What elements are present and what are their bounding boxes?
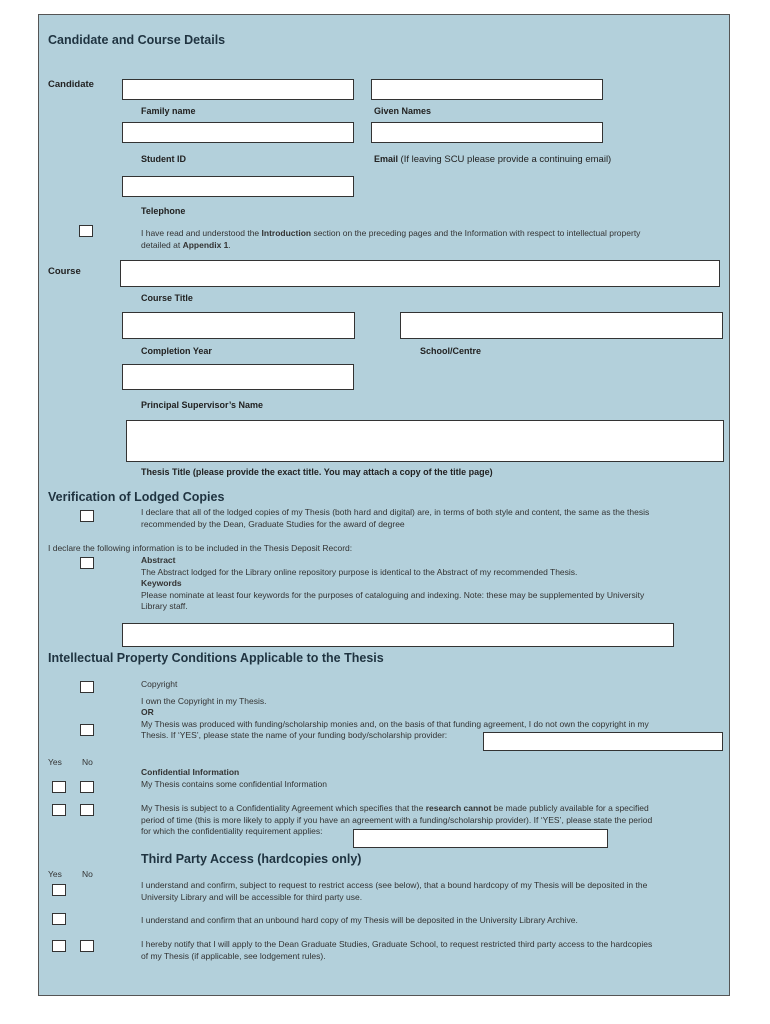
section-title-ip: Intellectual Property Conditions Applicable to the Thesis: [48, 651, 384, 665]
section-title-third-party: Third Party Access (hardcopies only): [141, 852, 362, 866]
keywords-line-2: Library staff.: [141, 601, 188, 611]
lodged-copies-checkbox[interactable]: [80, 510, 94, 522]
intro-text-end: .: [228, 239, 231, 250]
given-names-input[interactable]: [371, 79, 603, 100]
confidential-block: [141, 767, 721, 790]
confidentiality-period-input[interactable]: [353, 829, 608, 848]
section-title-candidate: Candidate and Course Details: [48, 33, 226, 47]
restrict-line-1: I hereby notify that I will apply to the Dean Graduate Studies, Graduate School, to request restricted third party access to the hardcopies: [141, 939, 653, 949]
bound-copy-checkbox[interactable]: [52, 884, 66, 896]
email-label-row: [374, 154, 611, 165]
completion-year-input[interactable]: [122, 312, 355, 339]
own-copyright-checkbox[interactable]: [80, 681, 94, 693]
email-input[interactable]: [371, 122, 603, 143]
confidential-yes-checkbox[interactable]: [52, 781, 66, 793]
student-id-label: Student ID: [141, 154, 186, 164]
bound-copy-text: [141, 880, 726, 903]
lodged-copies-line-1: I declare that all of the lodged copies of my Thesis (both hard and digital) are, in terms of both style and content, the same as the thesis: [141, 507, 650, 517]
agreement-line-3: for which the confidentiality requirement applies:: [141, 826, 323, 836]
intro-declaration-checkbox[interactable]: [79, 225, 93, 237]
telephone-input[interactable]: [122, 176, 354, 197]
deposit-record-intro: I declare the following information is to be included in the Thesis Deposit Record:: [48, 543, 353, 553]
bound-line-1: I understand and confirm, subject to request to restrict access (see below), that a bound hardcopy of my Thesis will be deposited in the: [141, 880, 648, 890]
third-party-yes-header: Yes: [48, 869, 62, 879]
supervisor-name-label: Principal Supervisor’s Name: [141, 400, 264, 410]
agreement-bold: research cannot: [425, 803, 492, 813]
restrict-access-yes-checkbox[interactable]: [52, 940, 66, 952]
lodged-copies-line-2: recommended by the Dean, Graduate Studies for the award of degree: [141, 518, 405, 529]
school-centre-label: School/Centre: [420, 346, 482, 356]
intro-text-3: detailed at: [141, 239, 183, 250]
third-party-no-header: No: [82, 869, 93, 879]
abstract-checkbox[interactable]: [80, 557, 94, 569]
or-label: OR: [141, 707, 154, 717]
funding-line-2: Thesis. If ‘YES’, please state the name of your funding body/scholarship provider:: [141, 730, 448, 740]
email-note: (If leaving SCU please provide a continuing email): [400, 154, 612, 165]
keywords-input[interactable]: [122, 623, 674, 647]
intro-text-2: section on the preceding pages and the Information with respect to intellectual property: [311, 228, 641, 238]
confidential-no-checkbox[interactable]: [80, 781, 94, 793]
intro-text-1: I have read and understood the: [141, 228, 262, 238]
agreement-yes-checkbox[interactable]: [52, 804, 66, 816]
agreement-line-1b: be made publicly available for a specified: [491, 803, 649, 813]
copyright-heading: Copyright: [141, 679, 178, 689]
section-title-verification: Verification of Lodged Copies: [48, 490, 225, 504]
school-centre-input[interactable]: [400, 312, 723, 339]
keywords-heading: Keywords: [141, 578, 182, 588]
supervisor-name-input[interactable]: [122, 364, 354, 390]
family-name-input[interactable]: [122, 79, 354, 100]
agreement-line-1a: My Thesis is subject to a Confidentiality Agreement which specifies that the: [141, 803, 426, 813]
funding-body-input[interactable]: [483, 732, 723, 751]
unbound-copy-checkbox[interactable]: [52, 913, 66, 925]
completion-year-label: Completion Year: [141, 346, 212, 356]
funding-copyright-checkbox[interactable]: [80, 724, 94, 736]
abstract-keywords-block: [141, 555, 721, 613]
confidential-yes-header: Yes: [48, 757, 62, 767]
unbound-copy-text: I understand and confirm that an unbound hard copy of my Thesis will be deposited in the University Library Archive.: [141, 915, 578, 925]
thesis-title-input[interactable]: [126, 420, 724, 462]
restrict-access-text: [141, 939, 726, 962]
funding-line-1: My Thesis was produced with funding/scholarship monies and, on the basis of that funding agreement, I do not own the copyright in my: [141, 718, 649, 729]
course-title-input[interactable]: [120, 260, 720, 287]
course-title-label: Course Title: [141, 293, 193, 303]
given-names-label: Given Names: [374, 106, 432, 116]
restrict-line-2: of my Thesis (if applicable, see lodgement rules).: [141, 950, 326, 961]
student-id-input[interactable]: [122, 122, 354, 143]
agreement-no-checkbox[interactable]: [80, 804, 94, 816]
agreement-line-2: period of time (this is more likely to apply if you have an agreement with a funding/scholarship provider). If ‘YES’, please state the period: [141, 814, 653, 825]
course-label: Course: [48, 266, 81, 277]
restrict-access-no-checkbox[interactable]: [80, 940, 94, 952]
intro-text-bold-introduction: Introduction: [261, 228, 312, 238]
candidate-label: Candidate: [48, 79, 94, 90]
lodged-copies-declaration: [141, 507, 721, 530]
family-name-label: Family name: [141, 106, 196, 116]
intro-declaration-text: [141, 228, 721, 251]
thesis-title-label: Thesis Title (please provide the exact title. You may attach a copy of the title page): [141, 467, 493, 477]
email-label: Email: [374, 154, 399, 164]
abstract-heading: Abstract: [141, 555, 176, 565]
confidential-heading: Confidential Information: [141, 767, 240, 777]
keywords-line-1: Please nominate at least four keywords for the purposes of cataloguing and indexing. Note: these may be supplemented by University: [141, 589, 645, 600]
own-copyright-text: I own the Copyright in my Thesis.: [141, 695, 267, 706]
telephone-label: Telephone: [141, 206, 186, 216]
intro-text-bold-appendix: Appendix 1: [182, 239, 229, 250]
abstract-text: The Abstract lodged for the Library online repository purpose is identical to the Abstract of my recommended Thesis.: [141, 566, 578, 577]
confidential-no-header: No: [82, 757, 93, 767]
bound-line-2: University Library and will be accessible for third party use.: [141, 891, 363, 902]
confidential-text: My Thesis contains some confidential Information: [141, 778, 327, 789]
